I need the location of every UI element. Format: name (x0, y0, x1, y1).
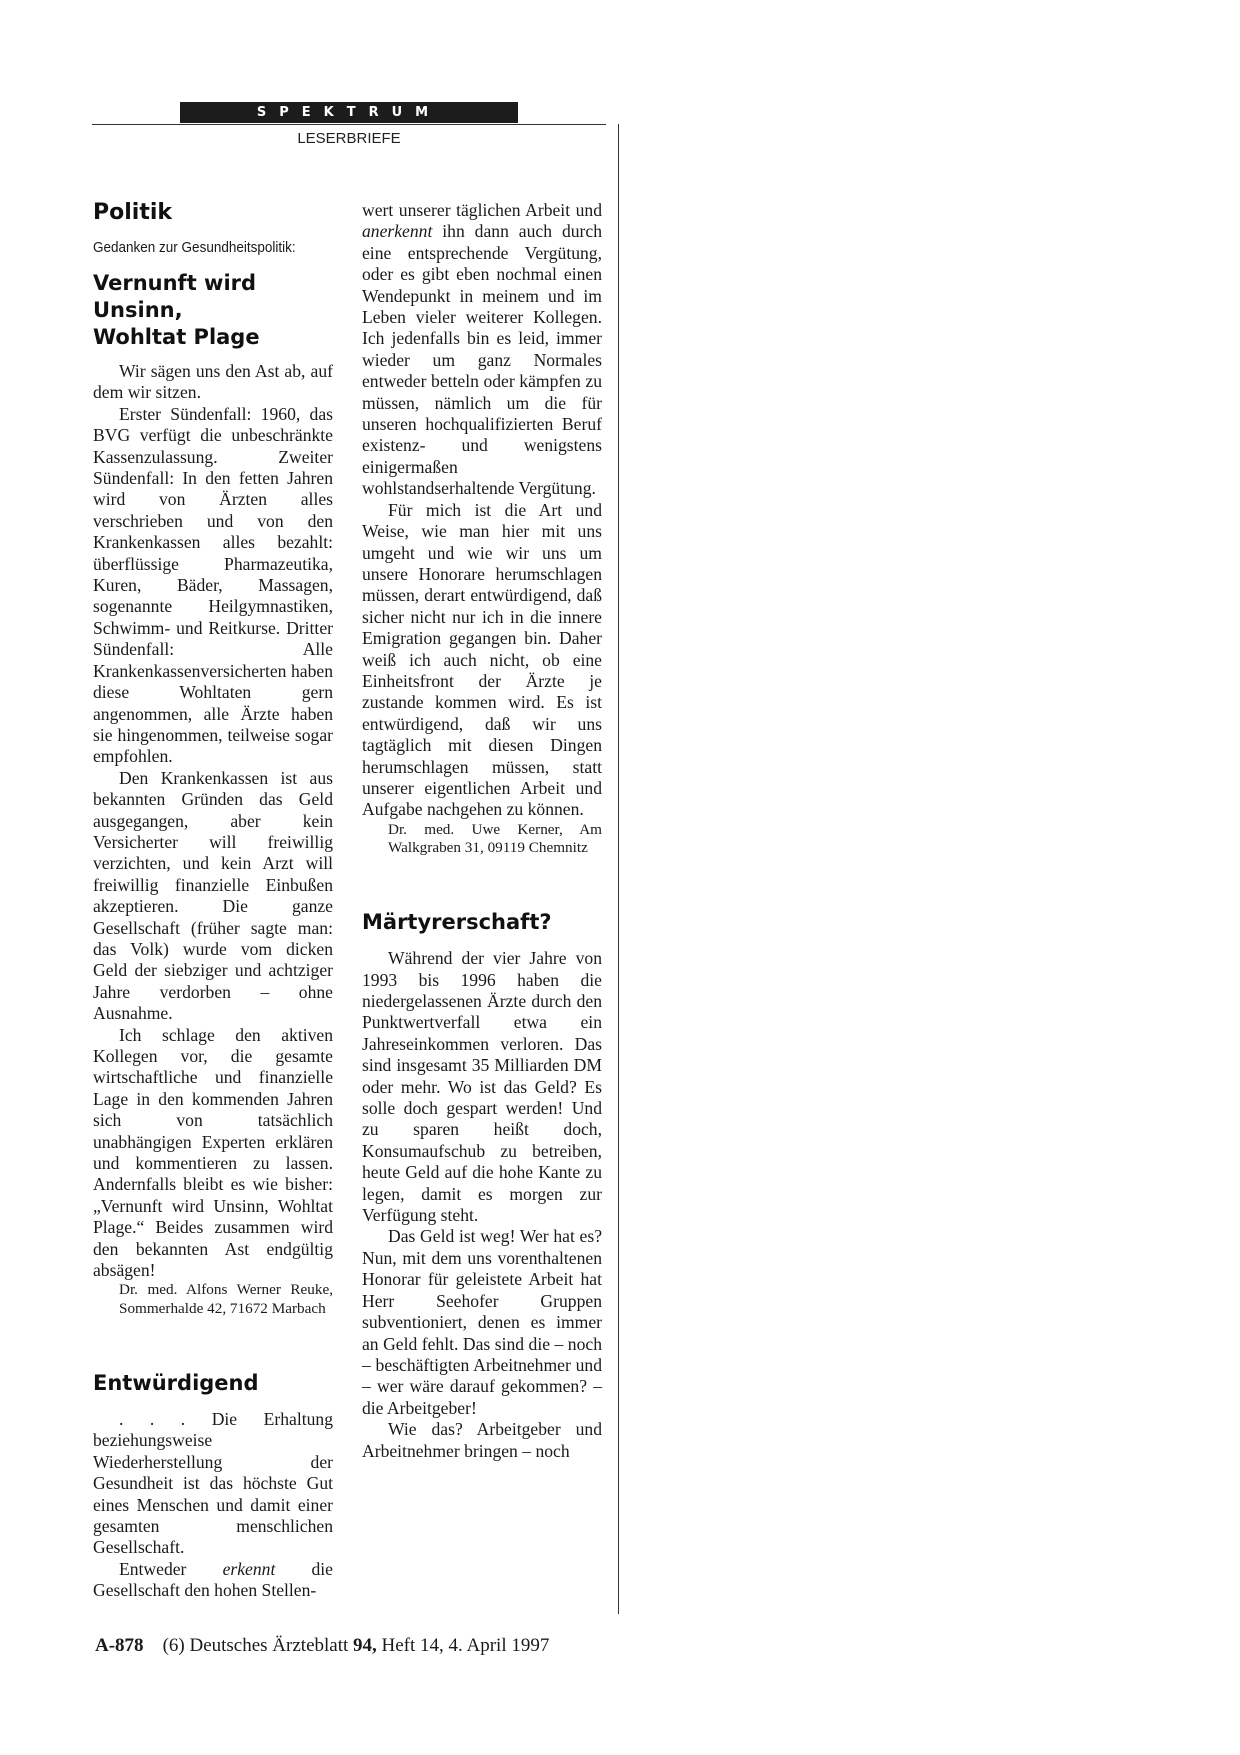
text-run: wert unserer täglichen Arbeit und (362, 200, 602, 220)
section-header: SPEKTRUM (180, 102, 518, 123)
paragraph: Das Geld ist weg! Wer hat es? Nun, mit dem uns vorenthaltenen Honorar für geleistete Arbeit hat Herr Seehofer Gruppen subventioniert, denen es immer an Geld fehlt. Das sind die – noch – beschäftigten Arbeitnehmer und – wer wäre darauf gekommen? – die Arbeitgeber! (362, 1226, 602, 1418)
text-run: Entweder (119, 1558, 223, 1579)
page-footer (95, 1635, 549, 1657)
page-number: A-878 (95, 1635, 144, 1656)
text-run: die Gesellschaft den hohen Stellen- (93, 1558, 333, 1601)
article-kicker: Gedanken zur Gesundheitspolitik: (93, 239, 296, 256)
paragraph: Für mich ist die Art und Weise, wie man hier mit uns umgeht und wie wir uns um unsere Honorare herumschlagen müssen, derart entwürdigend, daß sicher nicht nur ich in die innere Emigration gegangen bin. Daher weiß ich auch nicht, ob eine Einheitsfront der Ärzte je zustande kommen wird. Es ist entwürdigend, daß wir uns tagtäglich mit diesen Dingen herumschlagen müssen, statt unserer eigentlichen Arbeit und Aufgabe nachgehen zu können. (362, 499, 602, 820)
citation-suffix: Heft 14, 4. April 1997 (376, 1635, 550, 1656)
column-divider (618, 124, 619, 1614)
paragraph (362, 200, 602, 500)
article-title-line2: Wohltat Plage (93, 325, 260, 349)
section-title: Politik (93, 200, 173, 225)
emphasis: erkennt (222, 1558, 276, 1579)
header-rule (92, 124, 606, 125)
article-title-line1: Vernunft wird Unsinn, (93, 271, 257, 322)
paragraph: Wir sägen uns den Ast ab, auf dem wir sitzen. (93, 361, 333, 403)
paragraph: Den Krankenkassen ist aus bekannten Gründen das Geld ausgegangen, aber kein Versicherter will freiwillig verzichten, und kein Arzt will freiwillig finanzielle Einbußen akzeptieren. Die ganze Gesellschaft (früher sagte man: das Volk) wurde vom dicken Geld der siebziger und achtziger Jahre verdorben – ohne Ausnahme. (93, 767, 333, 1024)
article-title: Entwürdigend (93, 1370, 259, 1395)
paragraph: . . . Die Erhaltung beziehungsweise Wiederherstellung der Gesundheit ist das höchste Gut eines Menschen und damit einer gesamten menschlichen Gesellschaft. (93, 1408, 333, 1558)
paragraph: Ich schlage den aktiven Kollegen vor, die gesamte wirtschaftliche und finanzielle Lage in den kommenden Jahren sich von tatsächlich unabhängigen Experten erklären und kommentieren zu lassen. Andernfalls bleibt es wie bisher: „Vernunft wird Unsinn, Wohltat Plage.“ Beides zusammen wird den bekannten Ast endgültig absägen! (93, 1024, 333, 1281)
signature: Dr. med. Uwe Kerner, Am Walkgraben 31, 09119 Chemnitz (388, 820, 602, 856)
text-run: ihn dann auch durch eine entsprechende Vergütung, oder es gibt eben nochmal einen Wendepunkt in meinem und im Leben vieler weiterer Kollegen. Ich jedenfalls bin es leid, immer wieder um ganz Normales entweder betteln oder kämpfen zu müssen, nämlich um die für unseren hochqualifizierten Beruf existenz- und wenigstens einigermaßen wohlstandserhaltende Vergütung. (362, 221, 602, 499)
signature: Dr. med. Alfons Werner Reuke, Sommerhalde 42, 71672 Marbach (119, 1281, 333, 1317)
subsection-header: LESERBRIEFE (297, 130, 401, 147)
paragraph: Wie das? Arbeitgeber und Arbeitnehmer bringen – noch (362, 1419, 602, 1461)
left-column (93, 200, 333, 1602)
paragraph (93, 1559, 333, 1602)
right-column (362, 200, 602, 1462)
emphasis: anerkennt (362, 221, 433, 242)
article-title (93, 270, 333, 351)
citation-prefix: (6) Deutsches Ärzteblatt (162, 1635, 354, 1656)
paragraph: Während der vier Jahre von 1993 bis 1996 haben die niedergelassenen Ärzte durch den Punktwertverfall etwa ein Jahreseinkommen verloren. Das sind insgesamt 35 Milliarden DM oder mehr. Wo ist das Geld? Es solle doch gespart werden! Und zu sparen heißt doch, Konsumaufschub zu betreiben, heute Geld auf die hohe Kante zu legen, damit es morgen zur Verfügung steht. (362, 948, 602, 1226)
citation-volume: 94, (353, 1635, 377, 1656)
paragraph: Erster Sündenfall: 1960, das BVG verfügt die unbeschränkte Kassenzulassung. Zweiter Sündenfall: In den fetten Jahren wird von Ärzten alles verschrieben und von den Krankenkassen alles bezahlt: überflüssige Pharmazeutika, Kuren, Bäder, Massagen, sogenannte Heilgymnastiken, Schwimm- und Reitkurse. Dritter Sündenfall: Alle Krankenkassenversicherten haben diese Wohltaten gern angenommen, alle Ärzte haben sie hingenommen, teilweise sogar empfohlen. (93, 403, 333, 767)
article-title: Märtyrerschaft? (362, 910, 552, 935)
